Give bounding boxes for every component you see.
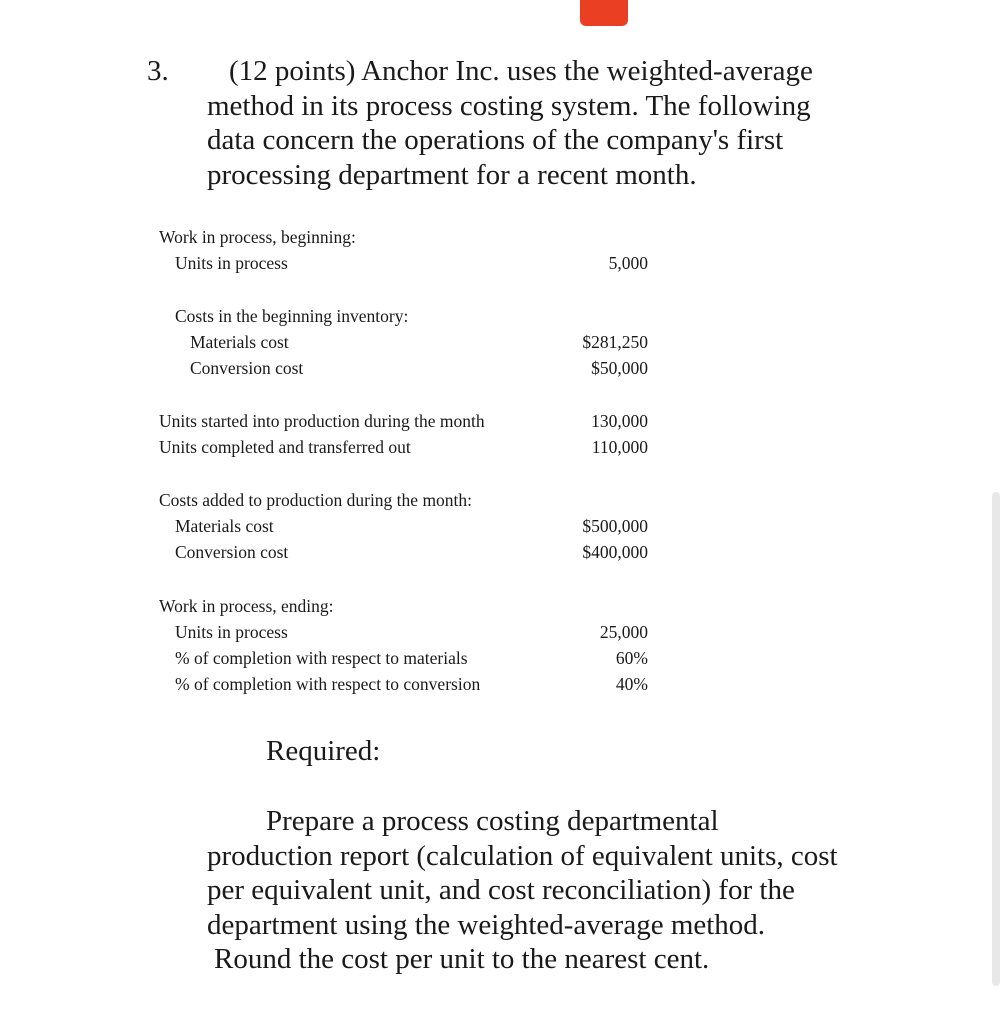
materials-pct-value: 60% xyxy=(615,648,648,668)
task-line: production report (calculation of equivalent units, cost xyxy=(207,839,838,872)
red-tab-marker xyxy=(580,0,628,26)
task-line: Prepare a process costing departmental xyxy=(266,805,719,837)
added-materials-value: $500,000 xyxy=(582,516,648,536)
added-materials-label: Materials cost xyxy=(175,516,274,536)
beginning-conversion-label: Conversion cost xyxy=(190,358,304,378)
question-number: 3. xyxy=(147,55,169,87)
required-heading: Required: xyxy=(266,735,381,767)
intro-line: processing department for a recent month. xyxy=(207,158,697,191)
task-line: department using the weighted-average method. xyxy=(207,908,766,941)
added-conversion-value: $400,000 xyxy=(582,542,648,562)
wip-beginning-heading: Work in process, beginning: xyxy=(159,227,356,247)
conversion-pct-value: 40% xyxy=(615,674,648,694)
intro-line: method in its process costing system. The following xyxy=(207,89,811,122)
vertical-scrollbar[interactable] xyxy=(992,492,1000,986)
intro-line: (12 points) Anchor Inc. uses the weighted-average xyxy=(229,55,813,87)
units-completed-value: 110,000 xyxy=(591,437,648,457)
beginning-conversion-value: $50,000 xyxy=(591,358,648,378)
task-line: per equivalent unit, and cost reconciliation) for the xyxy=(207,874,795,906)
wip-beginning-units-value: 5,000 xyxy=(608,253,648,273)
materials-pct-label: % of completion with respect to materials xyxy=(175,648,468,668)
added-conversion-label: Conversion cost xyxy=(175,542,289,562)
task-line: Round the cost per unit to the nearest cent. xyxy=(214,943,710,975)
units-completed-label: Units completed and transferred out xyxy=(159,437,411,457)
beginning-materials-value: $281,250 xyxy=(582,332,648,352)
wip-ending-heading: Work in process, ending: xyxy=(159,596,334,616)
question-intro xyxy=(207,54,847,192)
beginning-materials-label: Materials cost xyxy=(190,332,289,352)
units-started-value: 130,000 xyxy=(591,411,648,431)
intro-line: data concern the operations of the company's first xyxy=(207,124,784,156)
wip-ending-units-value: 25,000 xyxy=(599,622,648,642)
costs-added-heading: Costs added to production during the month: xyxy=(159,490,473,510)
beginning-costs-heading: Costs in the beginning inventory: xyxy=(175,306,409,326)
required-task xyxy=(207,804,887,977)
conversion-pct-label: % of completion with respect to conversion xyxy=(175,674,481,694)
wip-beginning-units-label: Units in process xyxy=(175,253,288,273)
units-started-label: Units started into production during the month xyxy=(159,411,485,431)
wip-ending-units-label: Units in process xyxy=(175,622,288,642)
